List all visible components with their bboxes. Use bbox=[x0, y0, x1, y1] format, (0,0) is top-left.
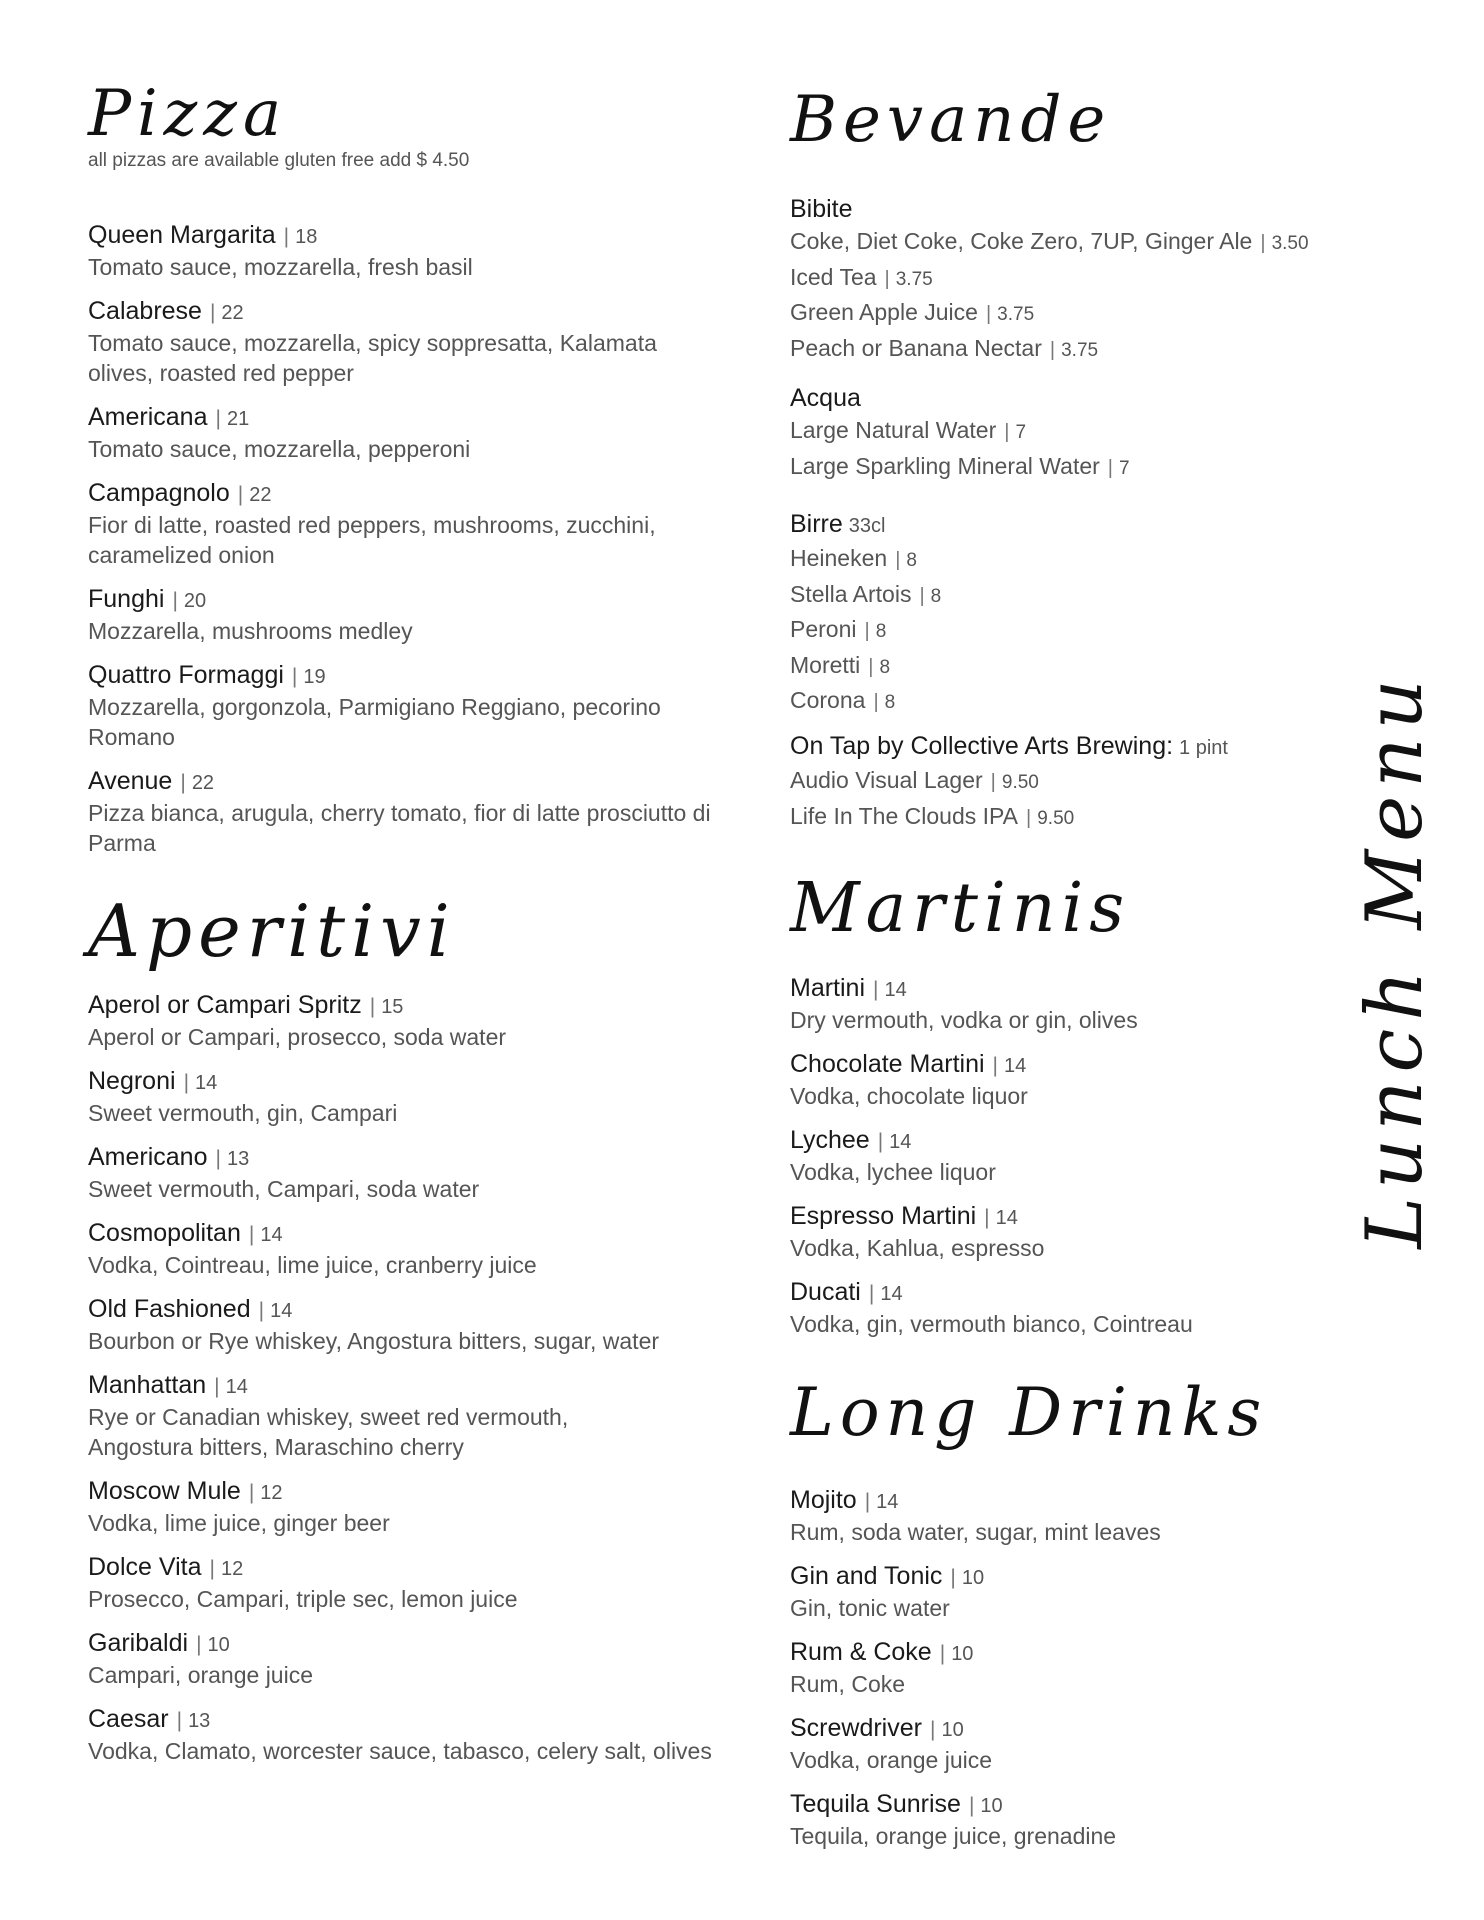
item-name: Screwdriver bbox=[790, 1714, 922, 1742]
item-price: 14 bbox=[195, 1072, 218, 1094]
long-drinks-heading: Long Drinks bbox=[790, 1374, 1268, 1451]
menu-item: Lychee | 14 Vodka, lychee liquor bbox=[790, 1125, 1330, 1187]
menu-item: Americano | 13 Sweet vermouth, Campari, soda water bbox=[88, 1142, 728, 1204]
item-name: Aperol or Campari Spritz bbox=[88, 991, 362, 1019]
item-price: 21 bbox=[226, 408, 250, 430]
item-description: Tomato sauce, mozzarella, pepperoni bbox=[88, 436, 471, 462]
item-name: Dolce Vita bbox=[88, 1553, 202, 1581]
item-description: Mozzarella, gorgonzola, Parmigiano Reggiano, pecorino Romano bbox=[88, 694, 661, 750]
item-description: Gin, tonic water bbox=[790, 1595, 950, 1621]
beverage-name: Iced Tea bbox=[790, 263, 877, 290]
beverage-price: 8 bbox=[879, 656, 891, 678]
beverage-name: Coke, Diet Coke, Coke Zero, 7UP, Ginger Ale bbox=[790, 228, 1253, 254]
item-price: 13 bbox=[226, 1148, 250, 1170]
menu-item: Dolce Vita | 12 Prosecco, Campari, triple sec, lemon juice bbox=[88, 1552, 728, 1614]
item-price: 14 bbox=[995, 1207, 1018, 1229]
menu-item: Funghi | 20 Mozzarella, mushrooms medley bbox=[88, 584, 728, 646]
item-description: Pizza bianca, arugula, cherry tomato, fior di latte prosciutto di Parma bbox=[88, 800, 711, 856]
menu-item: Gin and Tonic | 10 Gin, tonic water bbox=[790, 1561, 1330, 1623]
beverage-name: Corona bbox=[790, 687, 866, 713]
group-title: Acqua bbox=[790, 384, 861, 412]
lunch-menu-title: Lunch Menu bbox=[1350, 671, 1440, 1249]
beverage-price: 3.75 bbox=[997, 304, 1035, 325]
item-price: 12 bbox=[260, 1482, 283, 1504]
item-price: 10 bbox=[941, 1719, 964, 1741]
menu-item: Quattro Formaggi | 19 Mozzarella, gorgonzola, Parmigiano Reggiano, pecorino Romano bbox=[88, 660, 728, 752]
item-description: Vodka, Cointreau, lime juice, cranberry juice bbox=[88, 1252, 537, 1278]
item-name: Mojito bbox=[790, 1486, 857, 1514]
beverage-name: Heineken bbox=[790, 545, 888, 571]
martinis-heading: Martinis bbox=[790, 869, 1131, 948]
beverage-item: Large Natural Water | 7 bbox=[790, 417, 1027, 443]
item-description: Bourbon or Rye whiskey, Angostura bitters, sugar, water bbox=[88, 1328, 660, 1354]
beverage-name: Green Apple Juice bbox=[790, 299, 978, 325]
menu-item: Cosmopolitan | 14 Vodka, Cointreau, lime juice, cranberry juice bbox=[88, 1218, 728, 1280]
item-name: Americano bbox=[88, 1143, 208, 1171]
pizza-list bbox=[88, 220, 728, 858]
on-tap-group bbox=[790, 730, 1330, 835]
item-name: Gin and Tonic bbox=[790, 1562, 943, 1590]
acqua-group bbox=[790, 382, 1330, 485]
group-note: 33cl bbox=[848, 515, 886, 537]
item-price: 10 bbox=[961, 1567, 985, 1589]
beverage-item: Corona | 8 bbox=[790, 687, 896, 713]
item-price: 12 bbox=[220, 1558, 244, 1580]
item-price: 13 bbox=[188, 1710, 211, 1732]
gluten-free-note: all pizzas are available gluten free add $ 4.50 bbox=[88, 150, 470, 171]
item-price: 14 bbox=[876, 1491, 899, 1513]
menu-item: Mojito | 14 Rum, soda water, sugar, mint leaves bbox=[790, 1485, 1330, 1547]
aperitivi-heading: Aperitivi bbox=[88, 889, 456, 973]
menu-item: Old Fashioned | 14 Bourbon or Rye whiskey, Angostura bitters, sugar, water bbox=[88, 1294, 728, 1356]
beverage-name: Large Natural Water bbox=[790, 417, 997, 443]
beverage-item: Coke, Diet Coke, Coke Zero, 7UP, Ginger Ale | 3.50 bbox=[790, 228, 1309, 254]
item-description: Vodka, Clamato, worcester sauce, tabasco, celery salt, olives bbox=[88, 1738, 712, 1764]
item-description: Vodka, chocolate liquor bbox=[790, 1083, 1028, 1109]
pizza-heading: Pizza bbox=[88, 77, 288, 151]
bibite-group bbox=[790, 193, 1330, 367]
group-title: Birre bbox=[790, 510, 843, 538]
item-name: Moscow Mule bbox=[88, 1477, 241, 1505]
item-price: 10 bbox=[980, 1795, 1003, 1817]
beverage-price: 7 bbox=[1118, 457, 1130, 479]
beverage-item: Moretti | 8 bbox=[790, 651, 891, 678]
bevande-heading: Bevande bbox=[790, 83, 1112, 157]
group-title: Bibite bbox=[790, 195, 853, 223]
aperitivi-list bbox=[88, 990, 728, 1766]
item-price: 19 bbox=[303, 666, 326, 688]
menu-item: Avenue | 22 Pizza bianca, arugula, cherry tomato, fior di latte prosciutto di Parma bbox=[88, 766, 728, 858]
beverage-item: Stella Artois | 8 bbox=[790, 580, 942, 607]
item-name: Manhattan bbox=[88, 1371, 207, 1399]
item-description: Mozzarella, mushrooms medley bbox=[88, 618, 413, 644]
beverage-price: 9.50 bbox=[1001, 772, 1039, 793]
menu-item: Caesar | 13 Vodka, Clamato, worcester sauce, tabasco, celery salt, olives bbox=[88, 1704, 728, 1766]
menu-item: Garibaldi | 10 Campari, orange juice bbox=[88, 1628, 728, 1690]
beverage-item: Life In The Clouds IPA | 9.50 bbox=[790, 802, 1075, 829]
beverage-price: 8 bbox=[875, 621, 887, 642]
item-description: Aperol or Campari, prosecco, soda water bbox=[88, 1024, 507, 1050]
group-note: 1 pint bbox=[1179, 737, 1228, 759]
beverage-item: Green Apple Juice | 3.75 bbox=[790, 299, 1035, 325]
beverage-price: 8 bbox=[930, 585, 942, 607]
menu-item: Aperol or Campari Spritz | 15 Aperol or Campari, prosecco, soda water bbox=[88, 990, 728, 1052]
item-description: Prosecco, Campari, triple sec, lemon juice bbox=[88, 1586, 518, 1612]
beverage-name: Large Sparkling Mineral Water bbox=[790, 452, 1100, 479]
item-price: 22 bbox=[191, 772, 215, 794]
menu-item: Manhattan | 14 Rye or Canadian whiskey, sweet red vermouth, Angostura bitters, Maraschino cherry bbox=[88, 1370, 728, 1462]
item-price: 22 bbox=[249, 484, 272, 506]
item-name: Negroni bbox=[88, 1067, 176, 1095]
beverage-name: Audio Visual Lager bbox=[790, 767, 983, 793]
item-price: 14 bbox=[1004, 1055, 1027, 1077]
item-price: 22 bbox=[221, 302, 244, 324]
beverage-price: 3.50 bbox=[1271, 233, 1309, 254]
menu-item: Ducati | 14 Vodka, gin, vermouth bianco, Cointreau bbox=[790, 1277, 1330, 1339]
item-description: Dry vermouth, vodka or gin, olives bbox=[790, 1007, 1138, 1033]
item-price: 15 bbox=[381, 996, 404, 1018]
beverage-price: 3.75 bbox=[895, 268, 933, 290]
item-description: Vodka, lychee liquor bbox=[790, 1159, 996, 1185]
item-description: Rye or Canadian whiskey, sweet red vermouth, Angostura bitters, Maraschino cherry bbox=[88, 1404, 569, 1460]
item-description: Vodka, orange juice bbox=[790, 1747, 993, 1773]
menu-item: Negroni | 14 Sweet vermouth, gin, Campari bbox=[88, 1066, 728, 1128]
item-name: Funghi bbox=[88, 585, 165, 613]
beverage-item: Peroni | 8 bbox=[790, 616, 887, 642]
menu-item: Chocolate Martini | 14 Vodka, chocolate liquor bbox=[790, 1049, 1330, 1111]
menu-item: Screwdriver | 10 Vodka, orange juice bbox=[790, 1713, 1330, 1775]
item-name: Americana bbox=[88, 403, 208, 431]
menu-item: Rum & Coke | 10 Rum, Coke bbox=[790, 1637, 1330, 1699]
item-name: Caesar bbox=[88, 1705, 169, 1733]
birre-group bbox=[790, 508, 1330, 720]
item-description: Tomato sauce, mozzarella, spicy soppresatta, Kalamata olives, roasted red pepper bbox=[88, 330, 657, 386]
martinis-list bbox=[790, 973, 1330, 1339]
menu-item: Espresso Martini | 14 Vodka, Kahlua, espresso bbox=[790, 1201, 1330, 1263]
beverage-item: Heineken | 8 bbox=[790, 545, 917, 571]
item-name: Ducati bbox=[790, 1278, 861, 1306]
item-name: Rum & Coke bbox=[790, 1638, 932, 1666]
item-description: Tequila, orange juice, grenadine bbox=[790, 1823, 1117, 1849]
menu-item: Campagnolo | 22 Fior di latte, roasted red peppers, mushrooms, zucchini, caramelized onion bbox=[88, 478, 728, 570]
item-price: 10 bbox=[951, 1643, 974, 1665]
item-description: Vodka, gin, vermouth bianco, Cointreau bbox=[790, 1311, 1193, 1337]
item-price: 14 bbox=[880, 1283, 903, 1305]
menu-item: Moscow Mule | 12 Vodka, lime juice, ginger beer bbox=[88, 1476, 728, 1538]
beverage-item: Large Sparkling Mineral Water | 7 bbox=[790, 452, 1130, 479]
beverage-item: Peach or Banana Nectar | 3.75 bbox=[790, 334, 1099, 361]
beverage-price: 7 bbox=[1015, 422, 1027, 443]
item-name: Cosmopolitan bbox=[88, 1219, 241, 1247]
item-description: Fior di latte, roasted red peppers, mushrooms, zucchini, caramelized onion bbox=[88, 512, 656, 568]
long-drinks-list bbox=[790, 1485, 1330, 1851]
item-description: Rum, Coke bbox=[790, 1671, 906, 1697]
item-name: Tequila Sunrise bbox=[790, 1790, 961, 1818]
item-name: Chocolate Martini bbox=[790, 1050, 985, 1078]
item-name: Espresso Martini bbox=[790, 1202, 977, 1230]
menu-item: Americana | 21 Tomato sauce, mozzarella, pepperoni bbox=[88, 402, 728, 464]
beverage-name: Moretti bbox=[790, 651, 861, 678]
group-title: On Tap by Collective Arts Brewing: bbox=[790, 732, 1174, 760]
beverage-price: 8 bbox=[906, 550, 917, 571]
item-price: 14 bbox=[260, 1224, 283, 1246]
item-description: Vodka, Kahlua, espresso bbox=[790, 1235, 1045, 1261]
item-name: Avenue bbox=[88, 767, 173, 795]
item-price: 18 bbox=[295, 226, 318, 248]
menu-item: Calabrese | 22 Tomato sauce, mozzarella, spicy soppresatta, Kalamata olives, roasted red pepper bbox=[88, 296, 728, 388]
beverage-price: 3.75 bbox=[1061, 339, 1099, 361]
item-price: 14 bbox=[270, 1300, 293, 1322]
item-description: Sweet vermouth, Campari, soda water bbox=[88, 1176, 480, 1202]
item-name: Calabrese bbox=[88, 297, 202, 325]
beverage-name: Stella Artois bbox=[790, 580, 912, 607]
item-price: 14 bbox=[889, 1131, 912, 1153]
menu-item: Martini | 14 Dry vermouth, vodka or gin, olives bbox=[790, 973, 1330, 1035]
beverage-name: Life In The Clouds IPA bbox=[790, 802, 1019, 829]
beverage-price: 8 bbox=[884, 692, 896, 713]
item-description: Tomato sauce, mozzarella, fresh basil bbox=[88, 254, 473, 280]
item-name: Campagnolo bbox=[88, 479, 230, 507]
item-name: Garibaldi bbox=[88, 1629, 189, 1657]
beverage-name: Peroni bbox=[790, 616, 857, 642]
beverage-item: Iced Tea | 3.75 bbox=[790, 263, 933, 290]
item-description: Vodka, lime juice, ginger beer bbox=[88, 1510, 390, 1536]
beverage-price: 9.50 bbox=[1037, 807, 1075, 829]
item-description: Campari, orange juice bbox=[88, 1662, 314, 1688]
item-price: 20 bbox=[183, 590, 207, 612]
menu-item: Tequila Sunrise | 10 Tequila, orange juice, grenadine bbox=[790, 1789, 1330, 1851]
item-name: Queen Margarita bbox=[88, 221, 276, 249]
item-description: Rum, soda water, sugar, mint leaves bbox=[790, 1519, 1161, 1545]
beverage-name: Peach or Banana Nectar bbox=[790, 334, 1042, 361]
item-price: 10 bbox=[207, 1634, 230, 1656]
item-name: Lychee bbox=[790, 1126, 870, 1154]
menu-item: Queen Margarita | 18 Tomato sauce, mozzarella, fresh basil bbox=[88, 220, 728, 282]
beverage-item: Audio Visual Lager | 9.50 bbox=[790, 767, 1039, 793]
item-description: Sweet vermouth, gin, Campari bbox=[88, 1100, 398, 1126]
item-price: 14 bbox=[225, 1376, 248, 1398]
item-price: 14 bbox=[884, 979, 907, 1001]
item-name: Old Fashioned bbox=[88, 1295, 251, 1323]
item-name: Quattro Formaggi bbox=[88, 661, 284, 689]
item-name: Martini bbox=[790, 974, 866, 1002]
